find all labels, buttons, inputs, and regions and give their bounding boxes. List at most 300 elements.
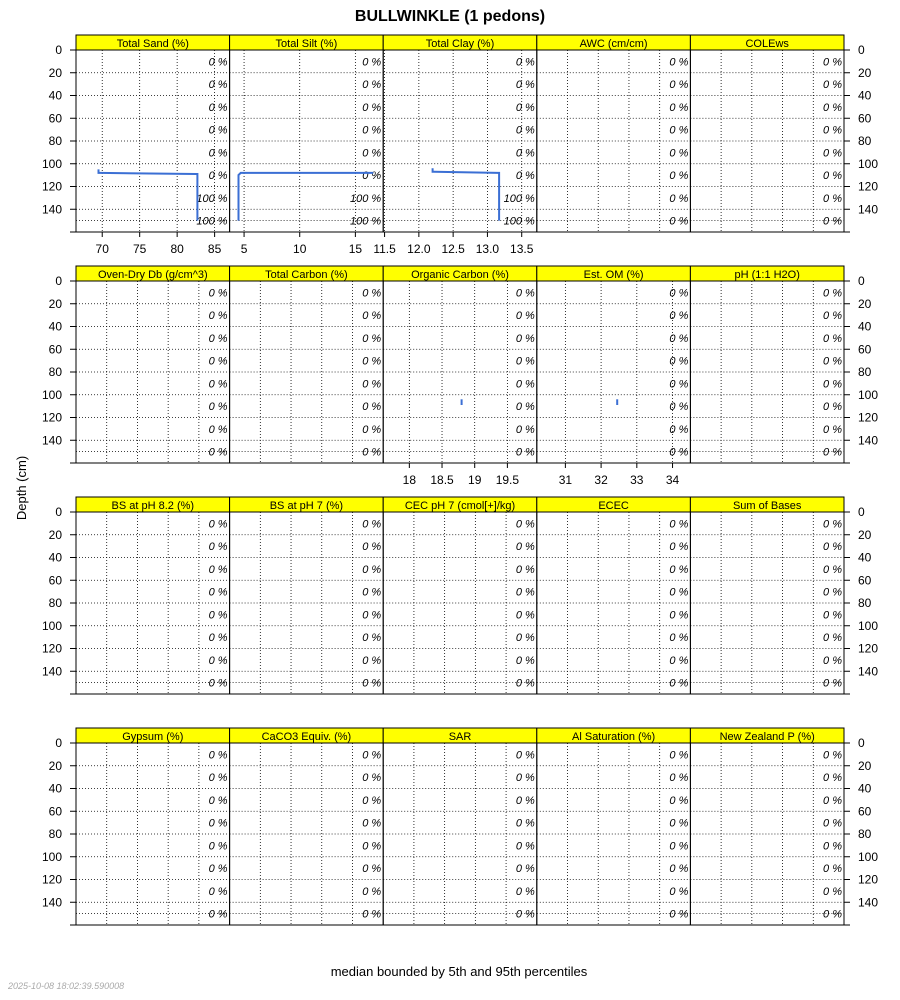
timestamp-label: 2025-10-08 18:02:39.590008 <box>8 981 125 991</box>
pct-label: 0 % <box>208 124 228 137</box>
pct-label: 0 % <box>362 586 382 599</box>
panel-frame <box>537 50 691 232</box>
y-tick-label-left: 120 <box>41 179 62 194</box>
y-tick-label-right: 60 <box>858 111 872 126</box>
pct-label: 0 % <box>515 401 535 414</box>
pct-label: 0 % <box>823 170 842 183</box>
y-tick-label-left: 100 <box>41 387 62 402</box>
x-tick-label: 12.5 <box>441 242 465 256</box>
y-tick-label-left: 20 <box>48 65 62 80</box>
pct-label: 0 % <box>208 586 228 599</box>
panel-label: Total Carbon (%) <box>265 269 348 281</box>
panel-label: ECEC <box>598 500 629 512</box>
panel <box>537 728 691 925</box>
y-tick-label-right: 0 <box>858 505 865 519</box>
panel-label: BS at pH 7 (%) <box>269 500 344 512</box>
pct-label: 0 % <box>362 332 382 345</box>
y-axis-label: Depth (cm) <box>14 455 29 521</box>
y-tick-label-left: 140 <box>41 895 62 910</box>
pct-label: 0 % <box>515 632 535 645</box>
panel-row-2 <box>42 266 878 487</box>
y-tick-label-right: 100 <box>858 387 879 402</box>
pct-label: 0 % <box>208 654 228 667</box>
pct-label: 0 % <box>515 147 535 160</box>
pct-label: 0 % <box>823 885 842 898</box>
x-tick-label: 85 <box>207 242 222 256</box>
pct-label: 0 % <box>669 885 689 898</box>
pct-label: 0 % <box>515 518 535 531</box>
x-tick-label: 70 <box>95 242 109 256</box>
pct-label: 100 % <box>196 215 228 228</box>
pct-label: 0 % <box>362 518 382 531</box>
pct-label: 0 % <box>515 101 535 114</box>
pct-label: 0 % <box>362 772 382 785</box>
pct-label: 0 % <box>362 170 382 183</box>
pct-label: 0 % <box>823 378 842 391</box>
pct-label: 0 % <box>208 840 228 853</box>
panel-label: CEC pH 7 (cmol[+]/kg) <box>404 500 516 512</box>
panel-frame <box>76 281 230 463</box>
pct-label: 0 % <box>208 446 228 459</box>
panel-frame <box>690 50 844 232</box>
panel-frame <box>383 512 537 694</box>
y-tick-label-right: 80 <box>858 596 872 610</box>
pct-label: 0 % <box>823 401 842 414</box>
y-tick-label-left: 0 <box>55 43 62 57</box>
y-tick-label-left: 80 <box>48 596 62 610</box>
pct-label: 0 % <box>362 817 382 830</box>
panel-frame <box>230 743 384 925</box>
pct-label: 100 % <box>503 192 535 205</box>
panel <box>537 266 691 487</box>
panel <box>76 497 230 694</box>
y-tick-label-right: 20 <box>858 296 872 311</box>
y-tick-label-left: 0 <box>55 736 62 750</box>
y-tick-label-left: 20 <box>48 758 62 773</box>
panel <box>383 497 537 694</box>
pct-label: 0 % <box>823 192 842 205</box>
pct-label: 0 % <box>362 840 382 853</box>
pct-label: 0 % <box>208 794 228 807</box>
y-tick-label-left: 120 <box>41 641 62 656</box>
pct-label: 0 % <box>669 378 689 391</box>
pct-label: 0 % <box>515 817 535 830</box>
pct-label: 0 % <box>823 56 842 69</box>
panel-row-4 <box>42 728 878 925</box>
profile-line <box>99 169 198 220</box>
y-tick-label-right: 0 <box>858 736 865 750</box>
pct-label: 0 % <box>823 632 842 645</box>
pct-label: 0 % <box>669 423 689 436</box>
y-tick-label-right: 140 <box>858 202 879 217</box>
y-tick-label-left: 80 <box>48 365 62 379</box>
pct-label: 0 % <box>669 56 689 69</box>
pct-label: 0 % <box>362 423 382 436</box>
y-tick-label-right: 20 <box>858 527 872 542</box>
panel-label: Sum of Bases <box>732 500 802 512</box>
x-tick-label: 13.0 <box>475 242 500 256</box>
y-tick-label-left: 140 <box>41 664 62 679</box>
panel <box>230 728 384 925</box>
y-tick-label-right: 80 <box>858 365 872 379</box>
y-tick-label-left: 40 <box>48 319 62 334</box>
pct-label: 0 % <box>515 609 535 622</box>
pct-label: 0 % <box>669 772 689 785</box>
pct-label: 0 % <box>823 446 842 459</box>
pct-label: 0 % <box>208 563 228 576</box>
pct-label: 0 % <box>515 170 535 183</box>
y-tick-label-right: 0 <box>858 274 865 288</box>
y-tick-label-left: 40 <box>48 88 62 103</box>
panel-frame <box>537 743 691 925</box>
pct-label: 0 % <box>362 908 382 921</box>
pct-label: 0 % <box>362 147 382 160</box>
x-tick-label: 11.5 <box>373 242 396 256</box>
pct-label: 0 % <box>515 287 535 300</box>
pct-label: 0 % <box>669 563 689 576</box>
pct-label: 0 % <box>823 817 842 830</box>
panel-label: SAR <box>448 731 472 743</box>
pct-label: 0 % <box>208 817 228 830</box>
panel-frame <box>230 512 384 694</box>
pct-label: 0 % <box>823 794 842 807</box>
panel <box>230 266 384 463</box>
y-tick-label-right: 20 <box>858 65 872 80</box>
pct-label: 0 % <box>823 749 842 762</box>
y-tick-label-left: 80 <box>48 827 62 841</box>
pct-label: 0 % <box>208 332 228 345</box>
panel <box>690 728 844 925</box>
pct-label: 0 % <box>362 101 382 114</box>
panel <box>383 266 537 487</box>
pct-label: 0 % <box>362 287 382 300</box>
panel-frame <box>230 281 384 463</box>
y-tick-label-right: 80 <box>858 827 872 841</box>
pct-label: 0 % <box>669 794 689 807</box>
pct-label: 0 % <box>669 908 689 921</box>
pct-label: 0 % <box>515 124 535 137</box>
x-axis-caption: median bounded by 5th and 95th percentiles <box>330 964 588 979</box>
y-tick-label-right: 0 <box>858 43 865 57</box>
panel <box>373 35 536 256</box>
x-tick-label: 80 <box>170 242 184 256</box>
pct-label: 0 % <box>515 563 535 576</box>
pct-label: 0 % <box>362 378 382 391</box>
y-tick-label-right: 120 <box>858 641 879 656</box>
x-tick-label: 32 <box>594 473 608 487</box>
pct-label: 0 % <box>208 287 228 300</box>
y-tick-label-right: 60 <box>858 342 872 357</box>
pct-label: 0 % <box>208 310 228 323</box>
pct-label: 0 % <box>669 609 689 622</box>
x-tick-label: 19 <box>468 473 482 487</box>
pct-label: 100 % <box>196 192 228 205</box>
x-tick-label: 13.5 <box>510 242 534 256</box>
pct-label: 0 % <box>362 310 382 323</box>
pct-label: 0 % <box>515 332 535 345</box>
panel <box>76 728 230 925</box>
pct-label: 0 % <box>362 446 382 459</box>
pct-label: 0 % <box>208 378 228 391</box>
panel-frame <box>537 512 691 694</box>
x-tick-label: 5 <box>240 242 248 256</box>
y-tick-label-left: 40 <box>48 781 62 796</box>
pct-label: 0 % <box>208 170 228 183</box>
panel <box>690 35 844 232</box>
y-tick-label-left: 60 <box>48 573 62 588</box>
x-tick-label: 18.5 <box>430 473 454 487</box>
pct-label: 0 % <box>669 677 689 690</box>
pct-label: 0 % <box>362 541 382 554</box>
pct-label: 0 % <box>823 101 842 114</box>
panel-label: Al Saturation (%) <box>572 731 656 743</box>
pct-label: 0 % <box>823 586 842 599</box>
pct-label: 0 % <box>362 885 382 898</box>
pct-label: 0 % <box>669 287 689 300</box>
pct-label: 0 % <box>362 355 382 368</box>
pct-label: 0 % <box>823 863 842 876</box>
panel-frame <box>383 743 537 925</box>
pct-label: 0 % <box>515 378 535 391</box>
pct-label: 0 % <box>669 101 689 114</box>
panel-label: Total Sand (%) <box>116 38 189 50</box>
y-tick-label-left: 60 <box>48 804 62 819</box>
pct-label: 0 % <box>362 632 382 645</box>
pct-label: 0 % <box>208 401 228 414</box>
panel <box>230 497 384 694</box>
panel-frame <box>690 512 844 694</box>
panel-label: Total Clay (%) <box>425 38 495 50</box>
pct-label: 0 % <box>208 908 228 921</box>
pct-label: 0 % <box>362 609 382 622</box>
y-tick-label-left: 0 <box>55 505 62 519</box>
pct-label: 0 % <box>208 772 228 785</box>
pct-label: 0 % <box>208 863 228 876</box>
pct-label: 0 % <box>515 423 535 436</box>
pct-label: 0 % <box>515 310 535 323</box>
pct-label: 0 % <box>208 677 228 690</box>
y-tick-label-left: 120 <box>41 872 62 887</box>
pct-label: 0 % <box>669 446 689 459</box>
x-tick-label: 12.0 <box>407 242 431 256</box>
y-tick-label-left: 120 <box>41 410 62 425</box>
pct-label: 0 % <box>823 310 842 323</box>
pct-label: 0 % <box>669 192 689 205</box>
y-tick-label-right: 100 <box>858 618 879 633</box>
pct-label: 0 % <box>362 749 382 762</box>
pct-label: 0 % <box>669 124 689 137</box>
y-tick-label-left: 20 <box>48 527 62 542</box>
pct-label: 0 % <box>515 677 535 690</box>
pct-label: 0 % <box>823 563 842 576</box>
panel <box>690 497 844 694</box>
pct-label: 0 % <box>515 79 535 92</box>
y-tick-label-left: 40 <box>48 550 62 565</box>
pct-label: 0 % <box>208 541 228 554</box>
pct-label: 0 % <box>362 401 382 414</box>
pct-label: 0 % <box>515 586 535 599</box>
pct-label: 0 % <box>823 541 842 554</box>
pct-label: 100 % <box>349 192 382 205</box>
x-tick-label: 34 <box>665 473 680 487</box>
pct-label: 0 % <box>823 355 842 368</box>
panel-frame <box>690 743 844 925</box>
x-tick-label: 18 <box>402 473 417 487</box>
panel-label: New Zealand P (%) <box>719 731 815 743</box>
x-tick-label: 33 <box>630 473 644 487</box>
panel <box>690 266 844 463</box>
pct-label: 0 % <box>669 541 689 554</box>
y-tick-label-left: 140 <box>41 202 62 217</box>
y-tick-label-left: 60 <box>48 342 62 357</box>
panel <box>76 266 230 463</box>
profile-line <box>433 168 500 220</box>
pct-label: 0 % <box>669 840 689 853</box>
pct-label: 0 % <box>515 863 535 876</box>
pct-label: 0 % <box>669 817 689 830</box>
chart-title: BULLWINKLE (1 pedons) <box>354 8 546 25</box>
panel <box>230 35 384 256</box>
y-tick-label-left: 100 <box>41 156 62 171</box>
panel <box>383 728 537 925</box>
y-tick-label-right: 140 <box>858 433 879 448</box>
pct-label: 0 % <box>208 423 228 436</box>
y-tick-label-left: 80 <box>48 134 62 148</box>
pct-label: 0 % <box>515 794 535 807</box>
y-tick-label-right: 120 <box>858 179 879 194</box>
y-tick-label-left: 140 <box>41 433 62 448</box>
panel-frame <box>383 281 537 463</box>
pct-label: 0 % <box>208 147 228 160</box>
y-tick-label-right: 60 <box>858 573 872 588</box>
pct-label: 0 % <box>362 79 382 92</box>
y-tick-label-right: 80 <box>858 134 872 148</box>
y-tick-label-right: 100 <box>858 849 879 864</box>
pct-label: 0 % <box>208 518 228 531</box>
y-tick-label-left: 0 <box>55 274 62 288</box>
pct-label: 0 % <box>823 79 842 92</box>
pct-label: 100 % <box>349 215 382 228</box>
pct-label: 0 % <box>362 56 382 69</box>
y-tick-label-right: 120 <box>858 410 879 425</box>
pct-label: 0 % <box>669 401 689 414</box>
pct-label: 0 % <box>208 885 228 898</box>
pct-label: 0 % <box>208 632 228 645</box>
pct-label: 0 % <box>823 609 842 622</box>
y-tick-label-left: 100 <box>41 849 62 864</box>
pct-label: 0 % <box>515 885 535 898</box>
pct-label: 0 % <box>515 840 535 853</box>
panel-label: CaCO3 Equiv. (%) <box>261 731 352 743</box>
pct-label: 0 % <box>515 56 535 69</box>
panel <box>76 35 230 256</box>
y-tick-label-right: 40 <box>858 550 872 565</box>
pct-label: 0 % <box>208 56 228 69</box>
y-tick-label-left: 60 <box>48 111 62 126</box>
pct-label: 0 % <box>823 215 842 228</box>
pct-label: 0 % <box>823 518 842 531</box>
pct-label: 0 % <box>515 749 535 762</box>
x-tick-label: 19.5 <box>495 473 520 487</box>
panel-label: COLEws <box>745 38 789 50</box>
y-tick-label-right: 60 <box>858 804 872 819</box>
pct-label: 0 % <box>823 654 842 667</box>
pct-label: 0 % <box>362 677 382 690</box>
pct-label: 0 % <box>669 863 689 876</box>
x-tick-label: 75 <box>133 242 147 256</box>
panel-frame <box>76 743 230 925</box>
pct-label: 0 % <box>515 908 535 921</box>
pct-label: 0 % <box>823 908 842 921</box>
pct-label: 0 % <box>362 124 382 137</box>
pct-label: 0 % <box>515 772 535 785</box>
y-tick-label-left: 100 <box>41 618 62 633</box>
pct-label: 0 % <box>669 79 689 92</box>
panel-frame <box>690 281 844 463</box>
panel-frame <box>76 512 230 694</box>
pct-label: 0 % <box>669 749 689 762</box>
pct-label: 0 % <box>208 101 228 114</box>
y-tick-label-right: 20 <box>858 758 872 773</box>
y-tick-label-right: 40 <box>858 88 872 103</box>
pct-label: 0 % <box>823 772 842 785</box>
panel-row-3 <box>42 497 878 694</box>
pct-label: 0 % <box>823 287 842 300</box>
panel-label: Est. OM (%) <box>583 269 644 281</box>
panel-frame <box>537 281 691 463</box>
pct-label: 100 % <box>503 215 535 228</box>
y-tick-label-right: 140 <box>858 664 879 679</box>
panel-label: Gypsum (%) <box>122 731 184 743</box>
panel <box>537 35 691 232</box>
panel-label: Organic Carbon (%) <box>411 269 509 281</box>
pct-label: 0 % <box>669 632 689 645</box>
pct-label: 0 % <box>362 563 382 576</box>
x-tick-label: 10 <box>293 242 307 256</box>
panel-label: BS at pH 8.2 (%) <box>111 500 195 512</box>
x-tick-label: 31 <box>558 473 573 487</box>
pct-label: 0 % <box>515 654 535 667</box>
panel-row-1 <box>42 35 878 256</box>
pct-label: 0 % <box>362 654 382 667</box>
pct-label: 0 % <box>669 518 689 531</box>
pct-label: 0 % <box>669 654 689 667</box>
pct-label: 0 % <box>823 677 842 690</box>
pct-label: 0 % <box>669 586 689 599</box>
pct-label: 0 % <box>208 609 228 622</box>
x-tick-label: 15 <box>348 242 363 256</box>
pct-label: 0 % <box>208 355 228 368</box>
y-tick-label-right: 40 <box>858 319 872 334</box>
pct-label: 0 % <box>669 147 689 160</box>
pct-label: 0 % <box>208 79 228 92</box>
panel-label: Oven-Dry Db (g/cm^3) <box>97 269 208 281</box>
y-tick-label-right: 100 <box>858 156 879 171</box>
y-tick-label-left: 20 <box>48 296 62 311</box>
pct-label: 0 % <box>669 215 689 228</box>
pct-label: 0 % <box>362 863 382 876</box>
y-tick-label-right: 40 <box>858 781 872 796</box>
panel-label: AWC (cm/cm) <box>579 38 648 50</box>
y-tick-label-right: 120 <box>858 872 879 887</box>
pct-label: 0 % <box>515 446 535 459</box>
pct-label: 0 % <box>515 355 535 368</box>
y-tick-label-right: 140 <box>858 895 879 910</box>
pct-label: 0 % <box>669 170 689 183</box>
pct-label: 0 % <box>823 840 842 853</box>
pct-label: 0 % <box>823 332 842 345</box>
pct-label: 0 % <box>823 423 842 436</box>
